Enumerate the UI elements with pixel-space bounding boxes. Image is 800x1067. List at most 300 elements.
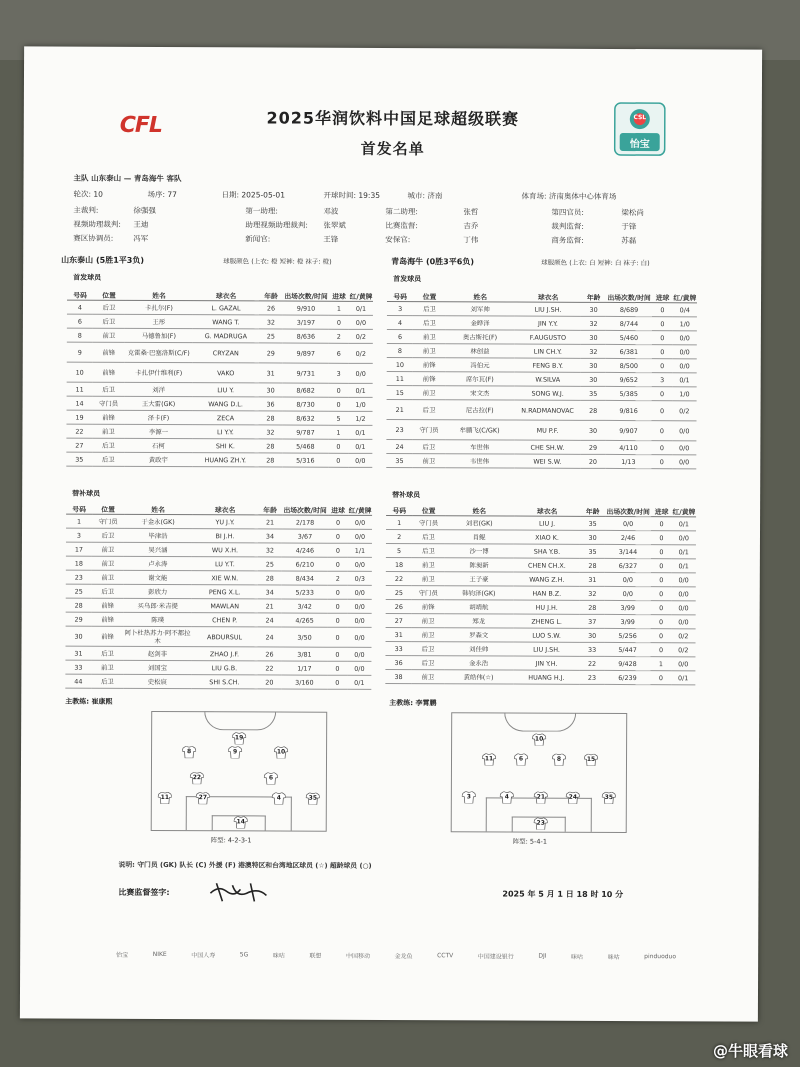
away-starters-table bbox=[386, 290, 697, 469]
table-cell: 前卫 bbox=[93, 328, 125, 342]
table-row bbox=[65, 646, 371, 661]
sponsor-logo: pinduoduo bbox=[644, 952, 677, 960]
table-cell: 前锋 bbox=[93, 342, 125, 362]
table-row bbox=[386, 439, 696, 454]
sponsor-logo: CCTV bbox=[437, 951, 454, 959]
table-cell: 李源一 bbox=[124, 424, 192, 438]
table-cell: 6/327 bbox=[605, 558, 652, 572]
table-cell: FENG B.Y. bbox=[514, 358, 581, 372]
cfl-logo: CFL bbox=[119, 112, 163, 138]
table-cell: 25 bbox=[386, 585, 412, 599]
table-cell: 4 bbox=[387, 315, 413, 329]
table-cell: 1 bbox=[651, 657, 671, 671]
table-cell: 0/2 bbox=[349, 343, 373, 363]
table-cell: 前卫 bbox=[412, 670, 444, 684]
table-row bbox=[67, 300, 373, 315]
table-cell: 0/0 bbox=[347, 661, 371, 675]
table-cell: 9/731 bbox=[283, 363, 329, 383]
table-cell: CHE SH.W. bbox=[514, 440, 581, 454]
table-cell: VAKO bbox=[193, 363, 259, 383]
table-cell: 35 bbox=[580, 516, 604, 530]
column-header: 红/黄牌 bbox=[349, 290, 373, 302]
table-cell: 22 bbox=[580, 656, 604, 670]
table-cell: 0/0 bbox=[672, 421, 696, 441]
table-cell: PENG X.L. bbox=[192, 585, 258, 599]
table-cell: 0/0 bbox=[672, 455, 696, 469]
official-name: 丁伟 bbox=[463, 235, 479, 245]
table-cell: 1 bbox=[386, 515, 412, 529]
table-cell: 前锋 bbox=[92, 598, 124, 612]
table-cell: 24 bbox=[258, 613, 282, 627]
table-cell: 21 bbox=[386, 399, 412, 419]
table-row bbox=[387, 301, 697, 316]
table-cell: 29 bbox=[581, 440, 605, 454]
table-row bbox=[67, 396, 373, 411]
table-cell: 卡扎尔(F) bbox=[125, 300, 193, 314]
table-cell: CRYZAN bbox=[193, 343, 259, 363]
table-cell: 王子豪 bbox=[445, 572, 514, 586]
home-starters-label: 首发球员 bbox=[73, 273, 102, 282]
table-cell: 后卫 bbox=[412, 642, 444, 656]
table-cell: 金晔泽 bbox=[446, 316, 515, 330]
table-cell: 车世伟 bbox=[445, 440, 514, 454]
table-cell: 吴兴涵 bbox=[124, 542, 192, 556]
player-shirt-icon: 21 bbox=[534, 792, 548, 804]
table-row bbox=[66, 438, 372, 453]
table-cell: 前卫 bbox=[412, 614, 444, 628]
table-cell: 后卫 bbox=[93, 314, 125, 328]
table-cell: 32 bbox=[258, 543, 282, 557]
table-cell: 0/1 bbox=[347, 675, 371, 689]
table-cell: 1 bbox=[329, 301, 349, 315]
table-cell: 8/434 bbox=[282, 571, 328, 585]
away-formation: 阵型: 5-4-1 bbox=[512, 837, 548, 846]
table-row bbox=[67, 382, 373, 397]
round: 轮次: 10 bbox=[73, 189, 103, 199]
table-cell: 5/385 bbox=[605, 386, 652, 400]
official-name: 于锋 bbox=[621, 222, 637, 232]
table-cell: 席尔瓦(F) bbox=[445, 372, 514, 386]
table-cell: 32 bbox=[581, 316, 605, 330]
home-formation: 阵型: 4-2-3-1 bbox=[210, 836, 252, 845]
table-cell: 0/1 bbox=[349, 383, 373, 397]
table-cell: 5/233 bbox=[282, 585, 328, 599]
table-row bbox=[66, 514, 372, 529]
sponsor-logo: 咪咕 bbox=[272, 951, 285, 960]
table-row bbox=[66, 612, 372, 627]
table-cell: 0 bbox=[328, 453, 348, 467]
table-cell: 前卫 bbox=[413, 386, 445, 400]
home-kit: 球服颜色 (上衣: 橙 短裤: 橙 袜子: 橙) bbox=[223, 257, 332, 266]
sponsor-logo: 咪咕 bbox=[571, 953, 584, 961]
column-header: 红/黄牌 bbox=[673, 291, 697, 303]
table-cell: 前锋 bbox=[412, 600, 444, 614]
table-cell: 32 bbox=[581, 344, 605, 358]
table-cell: WANG D.L. bbox=[193, 397, 259, 411]
table-cell: 6 bbox=[329, 343, 349, 363]
table-cell: 0/4 bbox=[673, 303, 697, 317]
table-cell: 后卫 bbox=[412, 656, 444, 670]
table-cell: 守门员 bbox=[412, 586, 444, 600]
table-cell: 前锋 bbox=[413, 372, 445, 386]
table-cell: 0/0 bbox=[672, 441, 696, 455]
official-role: 裁判监督: bbox=[551, 221, 584, 231]
column-header: 号码 bbox=[66, 503, 92, 515]
home-subs-table bbox=[65, 503, 372, 690]
table-cell: 0 bbox=[328, 543, 348, 557]
table-cell: 后卫 bbox=[92, 438, 124, 452]
stadium: 体育场: 济南奥体中心体育场 bbox=[521, 191, 617, 201]
table-cell: 35 bbox=[581, 386, 605, 400]
table-cell: 后卫 bbox=[413, 440, 445, 454]
table-cell: 前卫 bbox=[413, 330, 445, 344]
table-cell: 陈昶新 bbox=[445, 558, 514, 572]
table-cell: 31 bbox=[386, 627, 412, 641]
table-cell: 3/160 bbox=[281, 675, 327, 689]
table-cell: 马德鲁加(F) bbox=[125, 328, 193, 342]
table-cell: 1/13 bbox=[605, 454, 652, 468]
column-header: 年龄 bbox=[258, 503, 282, 515]
table-cell: YU J.Y. bbox=[192, 515, 258, 529]
table-cell: 32 bbox=[259, 315, 283, 329]
table-cell: 4 bbox=[67, 300, 93, 314]
table-cell: 23 bbox=[386, 419, 412, 439]
table-cell: 0 bbox=[651, 517, 671, 531]
table-cell: 3 bbox=[387, 301, 413, 315]
table-cell: 4/265 bbox=[282, 613, 328, 627]
column-header: 位置 bbox=[93, 289, 125, 301]
table-cell: 5/447 bbox=[604, 642, 651, 656]
official-name: 张翠斌 bbox=[323, 220, 346, 230]
official-name: 苏磊 bbox=[621, 236, 637, 246]
table-cell: LIU J.SH. bbox=[515, 302, 582, 316]
table-cell: 0/0 bbox=[671, 587, 695, 601]
official-name: 张哲 bbox=[463, 207, 479, 217]
table-cell: 0 bbox=[328, 529, 348, 543]
table-cell: 20 bbox=[581, 454, 605, 468]
table-cell: 0/0 bbox=[672, 359, 696, 373]
column-header: 进球 bbox=[652, 291, 672, 303]
table-cell: 36 bbox=[259, 397, 283, 411]
table-cell: 刘佳帅 bbox=[444, 642, 513, 656]
table-cell: 1/0 bbox=[672, 387, 696, 401]
table-cell: 王大雷(GK) bbox=[125, 396, 193, 410]
table-cell: 11 bbox=[387, 371, 413, 385]
column-header: 球衣名 bbox=[192, 503, 258, 515]
table-cell: 前卫 bbox=[92, 570, 124, 584]
player-shirt-icon: 4 bbox=[272, 792, 286, 804]
table-cell: 前卫 bbox=[412, 558, 444, 572]
table-cell: 0 bbox=[651, 615, 671, 629]
table-cell: 0/1 bbox=[348, 425, 372, 439]
away-team-name: 青岛海牛 (0胜3平6负) bbox=[391, 256, 475, 267]
table-cell: 后卫 bbox=[413, 302, 445, 316]
official-role: 第四官员: bbox=[551, 207, 584, 217]
csl-logo-text: CSL bbox=[633, 114, 647, 122]
table-cell: 44 bbox=[65, 674, 91, 688]
table-cell: 0 bbox=[651, 573, 671, 587]
table-cell: 8 bbox=[67, 328, 93, 342]
official-name: 冯军 bbox=[133, 233, 149, 243]
table-cell: 0/0 bbox=[348, 515, 372, 529]
table-cell: 0/2 bbox=[349, 329, 373, 343]
table-cell: 3 bbox=[329, 363, 349, 383]
table-cell: 6/239 bbox=[604, 670, 651, 684]
table-cell: 前卫 bbox=[412, 628, 444, 642]
table-cell: 2 bbox=[328, 571, 348, 585]
page-title: 2025华润饮料中国足球超级联赛 bbox=[266, 108, 520, 129]
lineup-sheet bbox=[20, 46, 762, 1021]
table-cell: 0/2 bbox=[671, 643, 695, 657]
table-cell: 2 bbox=[386, 529, 412, 543]
table-cell: 0 bbox=[651, 629, 671, 643]
table-row bbox=[387, 357, 697, 372]
table-cell: 胡靖航 bbox=[444, 600, 513, 614]
table-cell: 8/636 bbox=[283, 329, 329, 343]
table-row bbox=[386, 599, 696, 614]
table-cell: 3/67 bbox=[282, 529, 328, 543]
table-cell: 0/0 bbox=[672, 345, 696, 359]
table-cell: 5/460 bbox=[606, 330, 653, 344]
table-cell: JIN Y.H. bbox=[513, 656, 580, 670]
table-cell: 22 bbox=[66, 424, 92, 438]
table-cell: 于金永(GK) bbox=[124, 514, 192, 528]
table-cell: 泽卡(F) bbox=[124, 410, 192, 424]
table-cell: 25 bbox=[66, 584, 92, 598]
table-cell: 0/0 bbox=[347, 647, 371, 661]
table-cell: LU Y.T. bbox=[192, 557, 258, 571]
table-cell: 0 bbox=[652, 331, 672, 345]
table-cell: 30 bbox=[581, 372, 605, 386]
column-header: 号码 bbox=[387, 290, 413, 302]
table-cell: 35 bbox=[386, 453, 412, 467]
table-cell: XIE W.N. bbox=[192, 571, 258, 585]
table-cell: 守门员 bbox=[413, 420, 445, 440]
table-cell: 守门员 bbox=[92, 514, 124, 528]
table-cell: 0 bbox=[328, 599, 348, 613]
table-cell: 前卫 bbox=[92, 542, 124, 556]
official-name: 王锋 bbox=[323, 234, 339, 244]
table-cell: 0/0 bbox=[349, 315, 373, 329]
table-cell: 金永浩 bbox=[444, 656, 513, 670]
table-cell: 0 bbox=[329, 315, 349, 329]
column-header: 进球 bbox=[328, 504, 348, 516]
table-cell: ABDURSUL bbox=[192, 627, 258, 647]
table-cell: 毕津浩 bbox=[124, 528, 192, 542]
home-team-name: 山东泰山 (5胜1平3负) bbox=[61, 255, 145, 265]
table-row bbox=[386, 399, 696, 420]
table-cell: 0 bbox=[652, 455, 672, 469]
table-cell: 前卫 bbox=[91, 660, 123, 674]
table-cell: 30 bbox=[581, 358, 605, 372]
table-row bbox=[387, 343, 697, 358]
table-cell: 6 bbox=[67, 314, 93, 328]
signature-label: 比赛监督签字: bbox=[118, 887, 170, 898]
table-cell: 2/178 bbox=[282, 515, 328, 529]
table-cell: 0/2 bbox=[672, 401, 696, 421]
table-cell: 0 bbox=[652, 345, 672, 359]
table-row bbox=[386, 419, 696, 440]
table-cell: MAWLAN bbox=[192, 599, 258, 613]
column-header: 球衣名 bbox=[515, 291, 582, 303]
table-row bbox=[387, 371, 697, 386]
table-cell: 后卫 bbox=[412, 544, 444, 558]
column-header: 位置 bbox=[413, 290, 445, 302]
table-cell: 8/632 bbox=[282, 411, 328, 425]
sponsor-logo: 中国建设银行 bbox=[477, 952, 514, 961]
player-shirt-icon: 11 bbox=[482, 753, 496, 765]
column-header: 姓名 bbox=[124, 503, 192, 515]
player-shirt-icon: 6 bbox=[264, 772, 278, 784]
table-cell: 前锋 bbox=[92, 612, 124, 626]
table-cell: 买乌郎·米吉提 bbox=[124, 598, 192, 612]
table-cell: 0/1 bbox=[672, 545, 696, 559]
table-cell: 后卫 bbox=[413, 400, 445, 420]
table-cell: 0/1 bbox=[671, 559, 695, 573]
table-cell: 30 bbox=[581, 420, 605, 440]
table-cell: 28 bbox=[580, 558, 604, 572]
table-cell: 牟鹏飞(C/GK) bbox=[445, 420, 514, 440]
table-cell: 34 bbox=[258, 585, 282, 599]
table-cell: 前卫 bbox=[413, 344, 445, 358]
table-cell: 24 bbox=[386, 439, 412, 453]
table-cell: 0 bbox=[652, 359, 672, 373]
table-cell: 1 bbox=[328, 425, 348, 439]
table-cell: 冯伯元 bbox=[445, 358, 514, 372]
table-cell: 4/246 bbox=[282, 543, 328, 557]
csl-logo-sub: 怡宝 bbox=[629, 139, 650, 151]
kickoff-time: 开球时间: 19:35 bbox=[323, 190, 381, 200]
sponsor-strip bbox=[116, 943, 676, 967]
table-row bbox=[66, 570, 372, 585]
table-cell: 30 bbox=[259, 383, 283, 397]
table-cell: 5/468 bbox=[282, 439, 328, 453]
column-header: 出场次数/时间 bbox=[282, 504, 328, 516]
table-cell: 28 bbox=[258, 439, 282, 453]
table-cell: 0 bbox=[652, 401, 672, 421]
table-cell: LI Y.Y. bbox=[192, 425, 258, 439]
table-cell: 9/787 bbox=[282, 425, 328, 439]
table-cell: LIU Y. bbox=[193, 383, 259, 397]
official-role: 赛区协调员: bbox=[73, 233, 114, 243]
table-cell: 5/316 bbox=[282, 453, 328, 467]
table-cell: 0 bbox=[328, 613, 348, 627]
table-cell: 前卫 bbox=[92, 556, 124, 570]
column-header: 姓名 bbox=[445, 504, 514, 516]
table-cell: 35 bbox=[580, 544, 604, 558]
player-shirt-icon: 9 bbox=[228, 746, 242, 758]
table-cell: 0 bbox=[328, 585, 348, 599]
table-cell: 刘君(GK) bbox=[445, 516, 514, 530]
table-cell: 守门员 bbox=[412, 516, 444, 530]
table-cell: 王彤 bbox=[125, 314, 193, 328]
table-cell: 0 bbox=[652, 317, 672, 331]
table-cell: 3/99 bbox=[604, 600, 651, 614]
table-cell: 1/17 bbox=[281, 661, 327, 675]
table-cell: 8 bbox=[387, 343, 413, 357]
table-cell: JIN Y.Y. bbox=[515, 316, 582, 330]
table-cell: 28 bbox=[258, 453, 282, 467]
table-cell: 30 bbox=[580, 628, 604, 642]
table-cell: 35 bbox=[66, 452, 92, 466]
table-cell: 2/46 bbox=[605, 530, 652, 544]
table-cell: 6 bbox=[387, 329, 413, 343]
table-row bbox=[386, 627, 696, 642]
table-cell: 0 bbox=[329, 383, 349, 397]
table-cell: 0/3 bbox=[348, 571, 372, 585]
table-cell: 0 bbox=[651, 671, 671, 685]
table-cell: 0/0 bbox=[348, 557, 372, 571]
table-row bbox=[386, 543, 696, 558]
table-cell: 3/81 bbox=[281, 647, 327, 661]
table-cell: 郑龙 bbox=[444, 614, 513, 628]
table-cell: 22 bbox=[386, 571, 412, 585]
table-cell: 0/1 bbox=[348, 439, 372, 453]
column-header: 出场次数/时间 bbox=[283, 290, 329, 302]
column-header: 红/黄牌 bbox=[348, 504, 372, 516]
table-cell: 33 bbox=[580, 642, 604, 656]
official-name: 王迪 bbox=[133, 219, 149, 229]
player-shirt-icon: 3 bbox=[462, 791, 476, 803]
table-cell: 0 bbox=[652, 387, 672, 401]
table-row bbox=[66, 528, 372, 543]
table-cell: 1/1 bbox=[348, 543, 372, 557]
table-row bbox=[387, 385, 697, 400]
column-header: 号码 bbox=[67, 289, 93, 301]
table-row bbox=[65, 660, 371, 675]
table-cell: 33 bbox=[385, 641, 411, 655]
table-cell: BI J.H. bbox=[192, 529, 258, 543]
table-cell: 守门员 bbox=[93, 396, 125, 410]
table-cell: 30 bbox=[581, 302, 605, 316]
table-cell: 克雷桑·巴塞洛斯(C/F) bbox=[125, 342, 193, 362]
table-cell: 前卫 bbox=[413, 454, 445, 468]
table-cell: 29 bbox=[259, 343, 283, 363]
table-cell: 3/42 bbox=[282, 599, 328, 613]
table-cell: SHI S.CH. bbox=[191, 675, 257, 689]
table-cell: 0/0 bbox=[605, 516, 652, 530]
table-cell: 4/110 bbox=[605, 440, 652, 454]
table-cell: 0/1 bbox=[672, 517, 696, 531]
table-cell: 30 bbox=[66, 626, 92, 646]
table-cell: 0 bbox=[651, 545, 671, 559]
table-cell: 3 bbox=[66, 528, 92, 542]
table-cell: 3/197 bbox=[283, 315, 329, 329]
table-cell: LUO S.W. bbox=[513, 628, 580, 642]
table-cell: 8/730 bbox=[283, 397, 329, 411]
table-cell: 5 bbox=[328, 411, 348, 425]
column-header: 位置 bbox=[92, 503, 124, 515]
table-cell: 卢永涛 bbox=[124, 556, 192, 570]
table-cell: 30 bbox=[580, 530, 604, 544]
official-role: 新闻官: bbox=[245, 234, 271, 244]
table-cell: 32 bbox=[258, 425, 282, 439]
table-cell: 11 bbox=[67, 382, 93, 396]
table-cell: 14 bbox=[67, 396, 93, 410]
table-cell: HUANG ZH.Y. bbox=[192, 453, 258, 467]
column-header: 号码 bbox=[386, 504, 412, 516]
table-cell: 0/0 bbox=[348, 585, 372, 599]
table-cell: 0/2 bbox=[671, 629, 695, 643]
table-cell: 21 bbox=[258, 599, 282, 613]
sponsor-logo: 联想 bbox=[309, 952, 322, 960]
table-cell: WANG T. bbox=[193, 315, 259, 329]
away-kit: 球服颜色 (上衣: 白 短裤: 白 袜子: 白) bbox=[541, 258, 650, 268]
table-cell: 前锋 bbox=[92, 626, 124, 646]
table-cell: 3/99 bbox=[604, 614, 651, 628]
table-cell: 9 bbox=[67, 342, 93, 362]
column-header: 出场次数/时间 bbox=[606, 291, 653, 303]
